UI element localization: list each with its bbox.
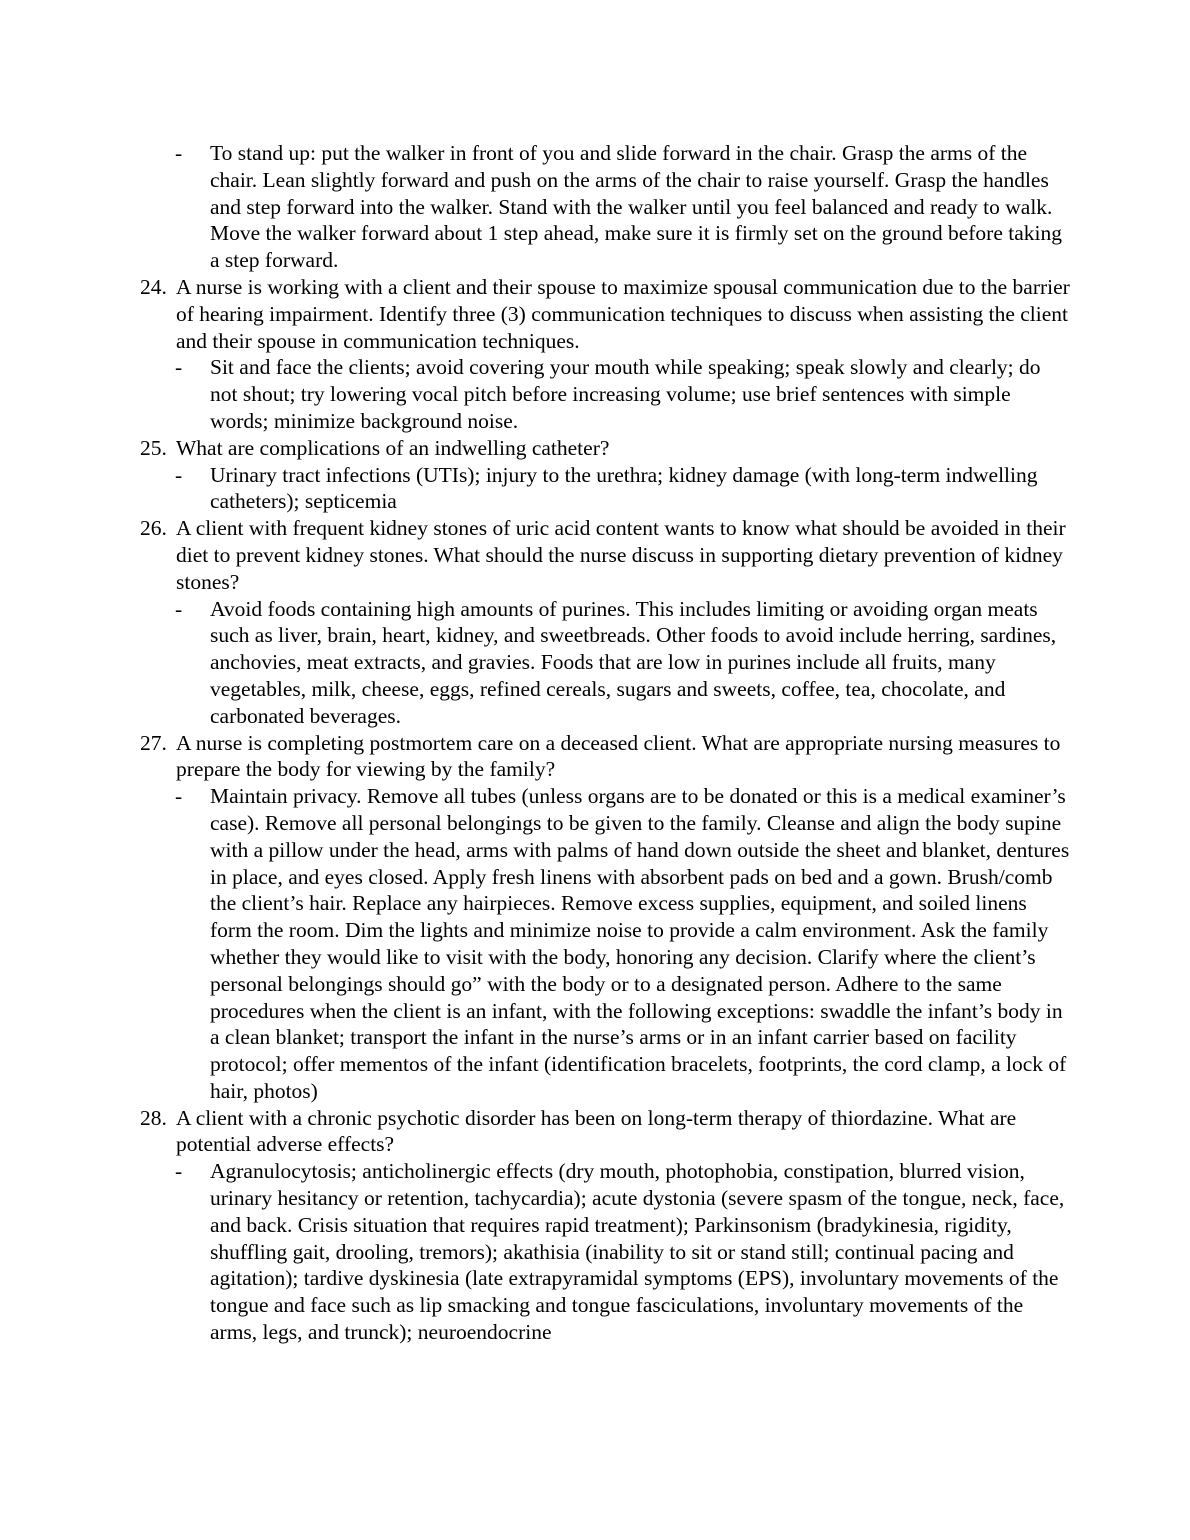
- bullet-dash: -: [175, 1159, 183, 1184]
- answer-24: [0, 354, 1070, 434]
- answer-25: [0, 462, 1070, 516]
- answer-text: Avoid foods containing high amounts of purines. This includes limiting or avoiding organ meats such as liver, brain, heart, kidney, and sweetbreads. Other foods to avoid include herring, sardines, anchovies, meat extracts, and gravies. Foods that are low in purines include all fruits, many vegetables, milk, cheese, eggs, refined cereals, sugars and sweets, coffee, tea, chocolate, and carbonated beverages.: [210, 596, 1057, 728]
- bullet-dash: -: [175, 141, 183, 165]
- bullet-dash: -: [175, 355, 183, 380]
- question-26: [0, 515, 1076, 595]
- answer-text: To stand up: put the walker in front of you and slide forward in the chair. Grasp the arms of the chair. Lean slightly forward and push on the arms of the chair to raise yourself. Grasp the handles and step forward into the walker. Stand with the walker until you feel balanced and ready to walk. Move the walker forward about 1 step ahead, make sure it is firmly set on the ground before taking a step forward.: [210, 141, 1062, 273]
- intro-answer-bullet: [0, 140, 1070, 274]
- question-number: 28.: [140, 1105, 167, 1130]
- question-text: What are complications of an indwelling catheter?: [176, 435, 610, 460]
- answer-27: [0, 783, 1070, 1105]
- answer-26: [0, 596, 1070, 730]
- question-number: 26.: [140, 516, 167, 541]
- question-text: A nurse is completing postmortem care on a deceased client. What are appropriate nursing measures to prepare the body for viewing by the family?: [176, 730, 1061, 782]
- question-28: [0, 1105, 1076, 1159]
- bullet-dash: -: [175, 462, 183, 487]
- answer-text: Maintain privacy. Remove all tubes (unless organs are to be donated or this is a medical examiner’s case). Remove all personal belongings to be given to the family. Cleanse and align the body supine with a pillow under the head, arms with palms of hand down outside the sheet and blanket, dentures in place, and eyes closed. Apply fresh linens with absorbent pads on bed and a gown. Brush/comb the client’s hair. Replace any hairpieces. Remove excess supplies, equipment, and soiled linens form the room. Dim the lights and minimize noise to provide a calm environment. Ask the family whether they would like to visit with the body, honoring any decision. Clarify where the client’s personal belongings should go” with the body or to a designated person. Adhere to the same procedures when the client is an infant, with the following exceptions: swaddle the infant’s body in a clean blanket; transport the infant in the nurse’s arms or in an infant carrier based on facility protocol; offer mementos of the infant (identification bracelets, footprints, the cord clamp, a lock of hair, photos): [210, 784, 1070, 1103]
- answer-text: Agranulocytosis; anticholinergic effects (dry mouth, photophobia, constipation, blurred vision, urinary hesitancy or retention, tachycardia); acute dystonia (severe spasm of the tongue, neck, face, and back. Crisis situation that requires rapid treatment); Parkinsonism (bradykinesia, rigidity, shuffling gait, drooling, tremors); akathisia (inability to sit or stand still; continual pacing and agitation); tardive dyskinesia (late extrapyramidal symptoms (EPS), involuntary movements of the tongue and face such as lip smacking and tongue fasciculations, involuntary movements of the arms, legs, and trunck); neuroendocrine: [210, 1159, 1065, 1345]
- bullet-dash: -: [175, 784, 183, 809]
- answer-28: [0, 1158, 1070, 1346]
- question-text: A client with a chronic psychotic disorder has been on long-term therapy of thiordazine. What are potential adverse effects?: [176, 1105, 1017, 1157]
- question-text: A client with frequent kidney stones of uric acid content wants to know what should be avoided in their diet to prevent kidney stones. What should the nurse discuss in supporting dietary prevention of kidney stones?: [176, 516, 1066, 594]
- answer-text: Urinary tract infections (UTIs); injury to the urethra; kidney damage (with long-term indwelling catheters); septicemia: [210, 462, 1038, 514]
- question-number: 24.: [140, 274, 167, 299]
- question-24: [0, 274, 1076, 354]
- question-text: A nurse is working with a client and their spouse to maximize spousal communication due to the barrier of hearing impairment. Identify three (3) communication techniques to discuss when assisting the client and their spouse in communication techniques.: [176, 274, 1070, 353]
- question-number: 27.: [140, 730, 167, 755]
- bullet-dash: -: [175, 596, 183, 621]
- answer-text: Sit and face the clients; avoid covering your mouth while speaking; speak slowly and clearly; do not shout; try lowering vocal pitch before increasing volume; use brief sentences with simple words; minimize background noise.: [210, 355, 1041, 433]
- question-number: 25.: [140, 435, 167, 460]
- document-page: [0, 140, 1190, 1346]
- question-25: [0, 435, 1076, 462]
- question-27: [0, 730, 1076, 784]
